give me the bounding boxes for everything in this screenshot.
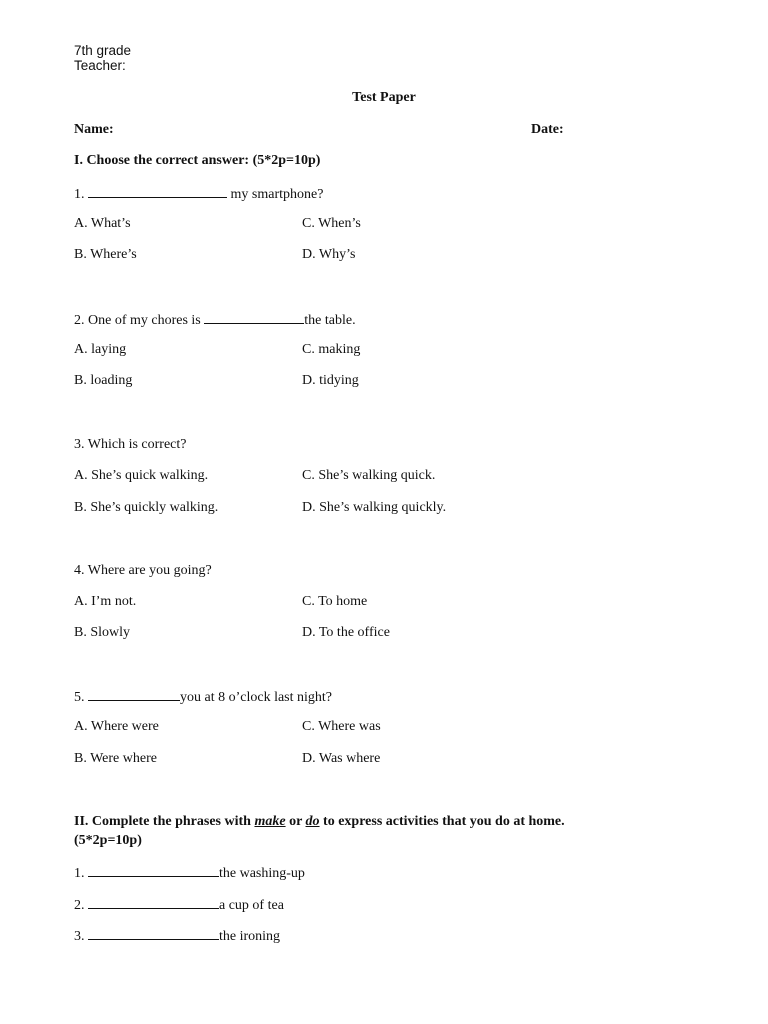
section-1-heading: I. Choose the correct answer: (5*2p=10p) <box>74 153 321 168</box>
word-do: do <box>305 814 320 829</box>
question-2 <box>74 311 356 329</box>
name-label: Name: <box>74 122 114 137</box>
question-3-option-c[interactable]: C. She’s walking quick. <box>302 468 436 483</box>
teacher-label: Teacher: <box>74 58 126 73</box>
section-2-heading-or: or <box>285 814 306 829</box>
question-4: 4. Where are you going? <box>74 563 212 578</box>
phrase-item-3-number: 3. <box>74 929 85 944</box>
question-1-number: 1. <box>74 187 85 202</box>
question-1-option-a[interactable]: A. What’s <box>74 216 131 231</box>
phrase-item-2-blank[interactable] <box>88 896 219 909</box>
question-3: 3. Which is correct? <box>74 437 187 452</box>
phrase-item-1-text: the washing-up <box>219 866 305 881</box>
question-3-option-a[interactable]: A. She’s quick walking. <box>74 468 209 483</box>
page-title: Test Paper <box>352 90 416 105</box>
phrase-item-3-blank[interactable] <box>88 927 219 940</box>
phrase-item-2-text: a cup of tea <box>219 898 284 913</box>
question-5-option-d[interactable]: D. Was where <box>302 751 381 766</box>
question-2-text-before: 2. One of my chores is <box>74 313 201 328</box>
section-2-heading <box>74 814 565 830</box>
question-5 <box>74 688 332 706</box>
section-2-heading-start: II. Complete the phrases with <box>74 814 255 829</box>
phrase-item-1-number: 1. <box>74 866 85 881</box>
question-4-option-a[interactable]: A. I’m not. <box>74 594 137 609</box>
question-2-option-d[interactable]: D. tidying <box>302 373 359 388</box>
question-2-blank[interactable] <box>204 311 304 324</box>
question-2-option-b[interactable]: B. loading <box>74 373 133 388</box>
question-1 <box>74 185 323 203</box>
question-5-option-a[interactable]: A. Where were <box>74 719 159 734</box>
question-4-option-b[interactable]: B. Slowly <box>74 625 131 640</box>
phrase-item-1 <box>74 864 305 882</box>
question-5-option-c[interactable]: C. Where was <box>302 719 381 734</box>
section-2-points: (5*2p=10p) <box>74 833 142 848</box>
question-2-option-c[interactable]: C. making <box>302 342 361 357</box>
phrase-item-2-number: 2. <box>74 898 85 913</box>
section-2-heading-end: to express activities that you do at home. <box>319 814 565 829</box>
question-3-option-b[interactable]: B. She’s quickly walking. <box>74 500 219 515</box>
word-make: make <box>254 814 286 829</box>
question-2-option-a[interactable]: A. laying <box>74 342 127 357</box>
question-5-text: you at 8 o’clock last night? <box>180 690 333 705</box>
phrase-item-3-text: the ironing <box>219 929 281 944</box>
question-1-blank[interactable] <box>88 185 227 198</box>
phrase-item-2 <box>74 896 284 914</box>
date-label: Date: <box>531 122 564 137</box>
question-1-text: my smartphone? <box>227 187 324 202</box>
question-5-blank[interactable] <box>88 688 180 701</box>
question-4-option-d[interactable]: D. To the office <box>302 625 390 640</box>
phrase-item-3 <box>74 927 280 945</box>
question-3-option-d[interactable]: D. She’s walking quickly. <box>302 500 447 515</box>
question-5-number: 5. <box>74 690 85 705</box>
question-1-option-c[interactable]: C. When’s <box>302 216 361 231</box>
grade-label: 7th grade <box>74 43 132 58</box>
question-1-option-d[interactable]: D. Why’s <box>302 247 356 262</box>
question-2-text-after: the table. <box>304 313 356 328</box>
question-4-option-c[interactable]: C. To home <box>302 594 368 609</box>
phrase-item-1-blank[interactable] <box>88 864 219 877</box>
question-5-option-b[interactable]: B. Were where <box>74 751 157 766</box>
question-1-option-b[interactable]: B. Where’s <box>74 247 137 262</box>
